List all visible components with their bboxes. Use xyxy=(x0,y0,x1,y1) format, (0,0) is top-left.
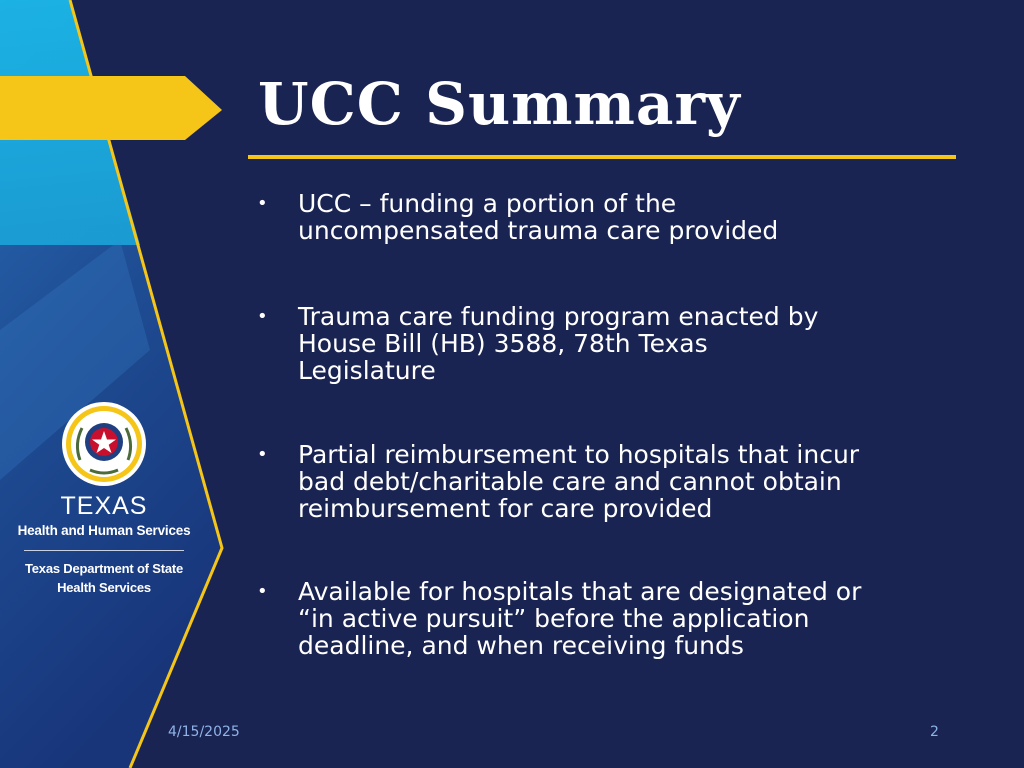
bullet-2-line-1: Trauma care funding program enacted by xyxy=(298,302,819,331)
slide-number: 2 xyxy=(930,724,939,740)
texas-hhs-logo xyxy=(14,400,194,597)
bullet-item-3 xyxy=(255,441,995,522)
logo-hhs-text: Health and Human Services xyxy=(17,523,191,538)
bullet-marker: • xyxy=(257,306,268,327)
logo-divider xyxy=(24,550,184,551)
bullet-marker: • xyxy=(257,193,268,214)
title-underline xyxy=(248,155,956,159)
bullet-3-line-1: Partial reimbursement to hospitals that incur xyxy=(298,440,860,469)
bullet-4-line-2: “in active pursuit” before the application xyxy=(298,604,810,633)
bullet-4-line-1: Available for hospitals that are designated or xyxy=(298,577,862,606)
bullet-item-1 xyxy=(255,190,995,244)
bullet-list xyxy=(255,190,995,659)
logo-dshs-line-1: Texas Department of State xyxy=(24,561,184,576)
bullet-3-line-2: bad debt/charitable care and cannot obtain xyxy=(298,467,842,496)
bullet-marker: • xyxy=(257,444,268,465)
bullet-marker: • xyxy=(257,581,268,602)
yellow-arrow-banner xyxy=(0,76,222,140)
logo-dshs-line-2: Health Services xyxy=(57,580,151,595)
bullet-1-line-2: uncompensated trauma care provided xyxy=(298,216,779,245)
logo-texas-text: TEXAS xyxy=(60,492,148,520)
bullet-3-line-3: reimbursement for care provided xyxy=(298,494,713,523)
bullet-item-4 xyxy=(255,578,995,659)
slide-title: UCC Summary xyxy=(258,70,741,138)
footer-date: 4/15/2025 xyxy=(168,724,240,740)
bullet-4-line-3: deadline, and when receiving funds xyxy=(298,631,744,660)
texas-seal-icon xyxy=(60,400,148,488)
bullet-item-2 xyxy=(255,303,995,384)
bullet-2-line-2: House Bill (HB) 3588, 78th Texas xyxy=(298,329,708,358)
bullet-2-line-3: Legislature xyxy=(298,356,436,385)
left-decorative-panel xyxy=(0,0,260,768)
bullet-1-line-1: UCC – funding a portion of the xyxy=(298,189,677,218)
